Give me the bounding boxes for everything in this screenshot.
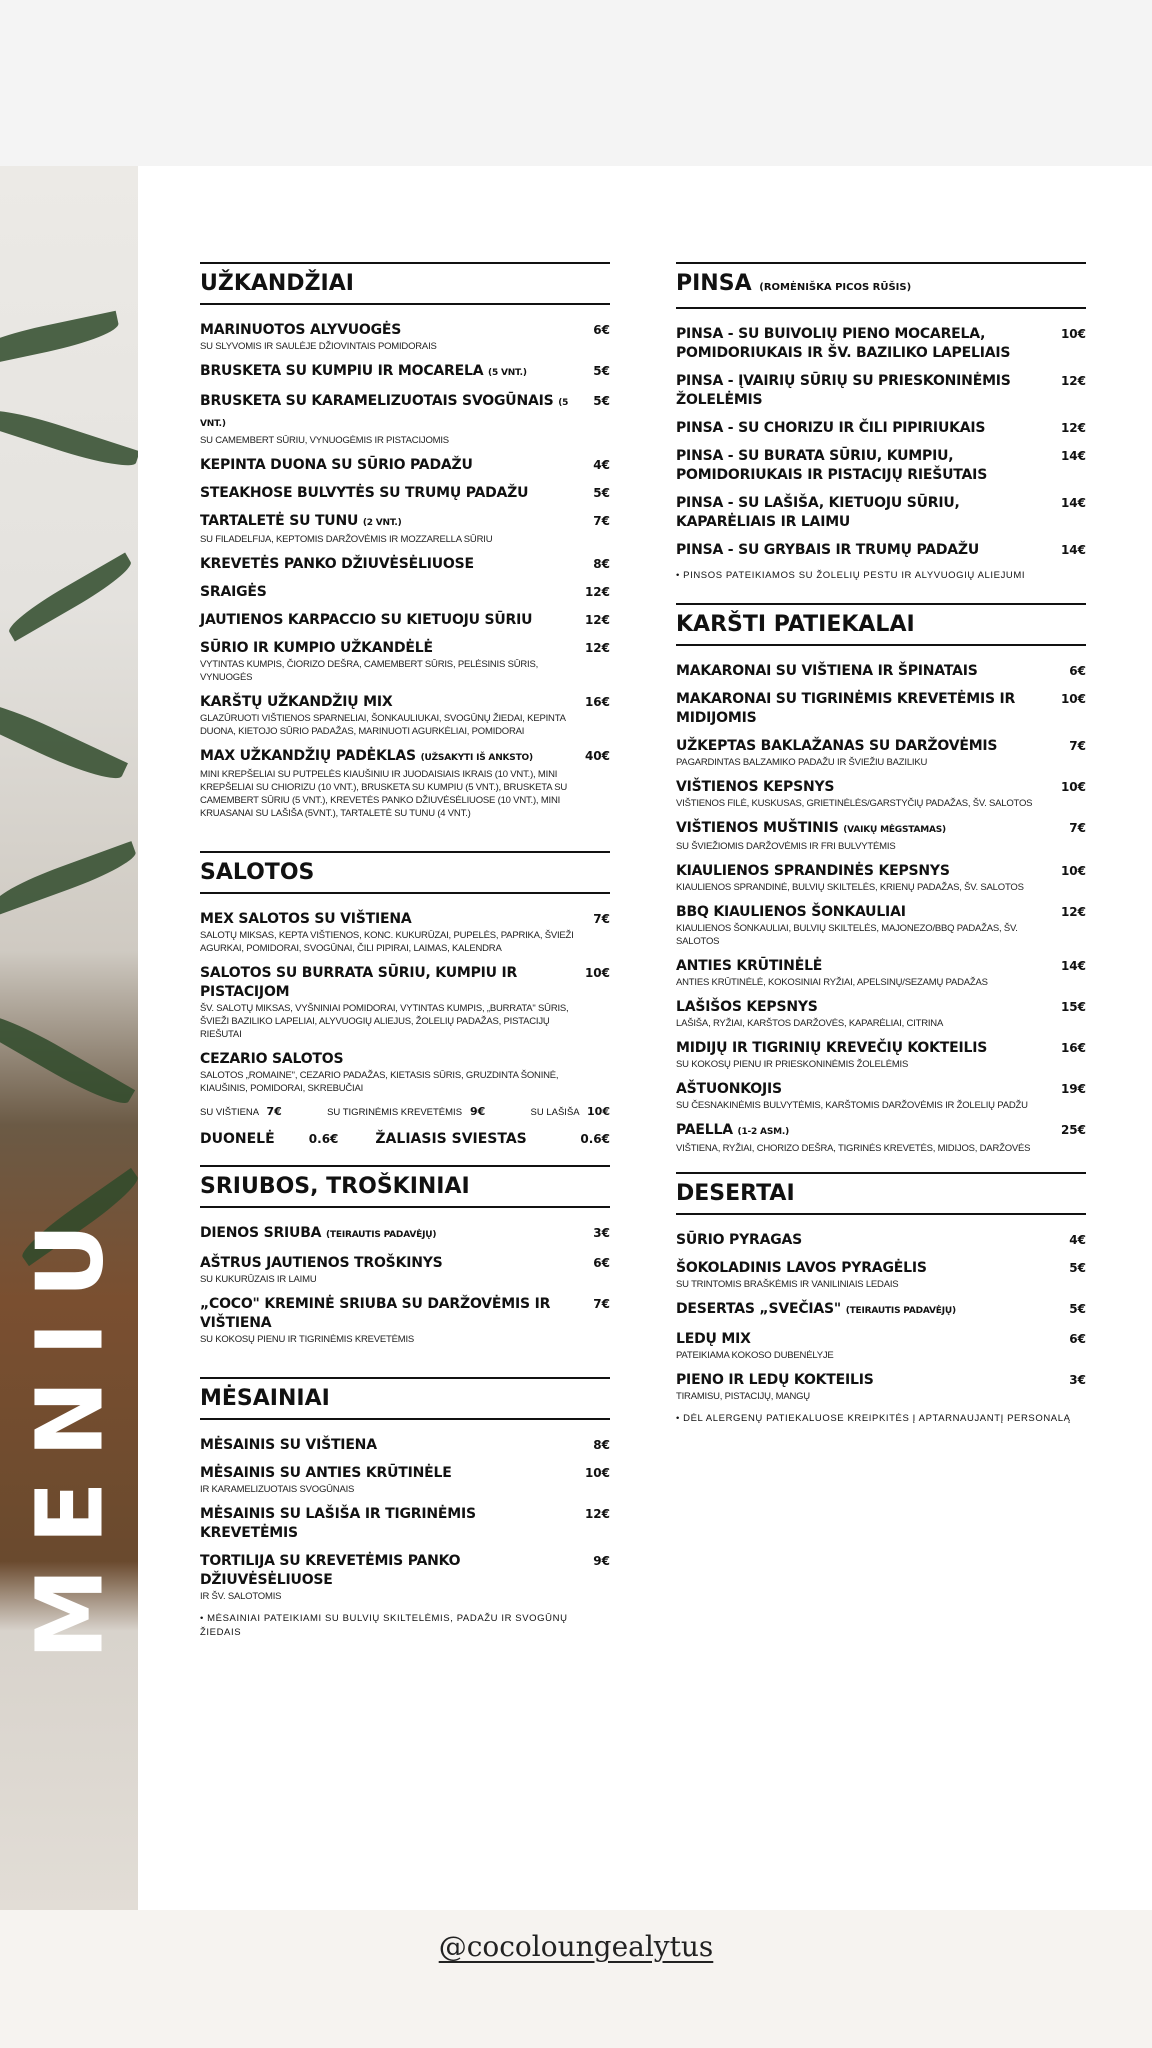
menu-item-title: PINSA - SU BUIVOLIŲ PIENO MOCARELA, POMIDORIUKAIS IR ŠV. BAZILIKO LAPELIAIS [676, 326, 1011, 361]
menu-item-name [200, 910, 576, 929]
menu-item-name [200, 1224, 576, 1245]
pinsa-subtitle: (ROMĖNIŠKA PICOS RŪŠIS) [759, 282, 912, 293]
menu-item-name [200, 1505, 576, 1543]
salad-variants [200, 1104, 610, 1121]
menu-item-title: TORTILIJA SU KREVETĖMIS PANKO DŽIUVĖSĖLIUOSE [200, 1553, 461, 1588]
menu-item-text [676, 737, 1052, 769]
menu-item-text [200, 1050, 576, 1095]
menu-item [676, 1330, 1086, 1362]
menu-item-title: BBQ KIAULIENOS ŠONKAULIAI [676, 904, 906, 920]
menu-item-description: PAGARDINTAS BALZAMIKO PADAŽU IR ŠVIEŽIU BAZILIKU [676, 757, 928, 768]
menu-item-price: 14€ [1060, 543, 1086, 557]
menu-item-name [676, 1300, 1052, 1321]
menu-item-title: KIAULIENOS SPRANDINĖS KEPSNYS [676, 863, 950, 879]
menu-item-note: (2 VNT.) [362, 518, 402, 528]
menu-item-price: 9€ [593, 1554, 610, 1568]
menu-item-name [676, 862, 1052, 881]
menu-item-name [676, 372, 1052, 410]
side-title: MENIU [16, 1199, 124, 1660]
menu-item-price: 8€ [593, 1438, 610, 1452]
menu-item-name [200, 321, 576, 340]
menu-item-name [200, 1464, 576, 1483]
menu-item-price: 7€ [593, 1297, 610, 1311]
menu-item-title: MĖSAINIS SU VIŠTIENA [200, 1437, 377, 1453]
menu-item-text [200, 583, 576, 602]
right-column [676, 262, 1086, 1426]
menu-item-name [676, 325, 1052, 363]
menu-item-text [676, 447, 1052, 485]
menu-item [676, 372, 1086, 410]
menu-item-note: (1-2 ASM.) [737, 1127, 789, 1137]
menu-item-description: KIAULIENOS SPRANDINĖ, BULVIŲ SKILTELĖS, KRIENŲ PADAŽAS, ŠV. SALOTOS [676, 882, 1024, 893]
menu-item-price: 10€ [1060, 327, 1086, 341]
menu-item-title: ŠOKOLADINIS LAVOS PYRAGĖLIS [676, 1260, 927, 1276]
menu-item-title: BRUSKETA SU KUMPIU IR MOCARELA [200, 363, 484, 379]
menu-item-text [200, 611, 576, 630]
menu-item-price: 16€ [584, 695, 610, 709]
menu-item-name [676, 1259, 1052, 1278]
menu-item-price: 7€ [593, 912, 610, 926]
menu-item-title: JAUTIENOS KARPACCIO SU KIETUOJU SŪRIU [200, 612, 533, 628]
menu-item [676, 862, 1086, 894]
menu-item [200, 693, 610, 738]
menu-item-title: DIENOS SRIUBA [200, 1225, 322, 1241]
menu-item-price: 7€ [593, 514, 610, 528]
menu-item-text [676, 957, 1052, 989]
menu-item-text [676, 1231, 1052, 1250]
menu-item-text [676, 862, 1052, 894]
menu-item [676, 419, 1086, 438]
instagram-handle-link[interactable]: @cocoloungealytus [438, 1930, 714, 1963]
menu-item-text [200, 1552, 576, 1603]
menu-item-title: SŪRIO IR KUMPIO UŽKANDĖLĖ [200, 640, 433, 656]
menu-item-name [200, 512, 576, 533]
menu-item-description: TIRAMISU, PISTACIJŲ, MANGŲ [676, 1391, 810, 1402]
menu-item-price: 14€ [1060, 449, 1086, 463]
menu-item-text [676, 662, 1052, 681]
menu-item-price: 14€ [1060, 959, 1086, 973]
variant-chicken: SU VIŠTIENA 7€ [200, 1105, 282, 1118]
menu-item [200, 1295, 610, 1346]
menu-item-text [200, 392, 576, 447]
menu-item-title: SALOTOS SU BURRATA SŪRIU, KUMPIU IR PISTACIJOM [200, 965, 518, 1000]
menu-item-text [200, 1505, 576, 1543]
menu-item-price: 15€ [1060, 1000, 1086, 1014]
menu-item-price: 25€ [1060, 1123, 1086, 1137]
menu-item-title: MAX UŽKANDŽIŲ PADĖKLAS [200, 748, 416, 764]
menu-item-price: 10€ [1060, 864, 1086, 878]
menu-item-price: 12€ [584, 613, 610, 627]
menu-item-title: MEX SALOTOS SU VIŠTIENA [200, 911, 412, 927]
menu-item-name [200, 583, 576, 602]
menu-item-title: PINSA - ĮVAIRIŲ SŪRIŲ SU PRIESKONINĖMIS ŽOLELĖMIS [676, 373, 1011, 408]
menu-item-text [676, 778, 1052, 810]
sriubos-list [200, 1224, 610, 1346]
menu-item-name [200, 1552, 576, 1590]
menu-item [676, 1259, 1086, 1291]
menu-item [200, 964, 610, 1041]
menu-item-title: MAKARONAI SU VIŠTIENA IR ŠPINATAIS [676, 663, 978, 679]
menu-item-description: ANTIES KRŪTINĖLĖ, KOKOSINIAI RYŽIAI, APELSINŲ/SEZAMŲ PADAŽAS [676, 977, 988, 988]
menu-item [200, 456, 610, 475]
menu-item-price: 4€ [1069, 1233, 1086, 1247]
decorative-photo [0, 166, 138, 1910]
menu-item-title: STEAKHOSE BULVYTĖS SU TRUMŲ PADAŽU [200, 485, 529, 501]
menu-item-description: SU CAMEMBERT SŪRIU, VYNUOGĖMIS IR PISTACIJOMIS [200, 435, 449, 446]
menu-item [676, 325, 1086, 363]
menu-item-description: SU KOKOSŲ PIENU IR TIGRINĖMIS KREVETĖMIS [200, 1334, 415, 1345]
menu-item [200, 1436, 610, 1455]
menu-item-title: CEZARIO SALOTOS [200, 1051, 344, 1067]
menu-item [676, 957, 1086, 989]
menu-item-description: IR ŠV. SALOTOMIS [200, 1591, 282, 1602]
menu-item-text [676, 325, 1052, 363]
menu-item-name [200, 555, 576, 574]
menu-item-description: PATEIKIAMA KOKOSO DUBENĖLYJE [676, 1350, 834, 1361]
menu-item [676, 778, 1086, 810]
burger-footnote: • MĖSAINIAI PATEIKIAMI SU BULVIŲ SKILTELĖMIS, PADAŽU IR SVOGŪNŲ ŽIEDAIS [200, 1613, 568, 1638]
menu-item-price: 6€ [1069, 664, 1086, 678]
menu-item-price: 6€ [593, 323, 610, 337]
menu-item-title: MAKARONAI SU TIGRINĖMIS KREVETĖMIS IR MIDIJOMIS [676, 691, 1016, 726]
menu-item [676, 1039, 1086, 1071]
menu-item-price: 12€ [1060, 421, 1086, 435]
menu-item-price: 12€ [584, 1507, 610, 1521]
menu-item [676, 1300, 1086, 1321]
menu-item-description: SU ČESNAKINĖMIS BULVYTĖMIS, KARŠTOMIS DARŽOVĖMIS IR ŽOLELIŲ PADŽU [676, 1100, 1028, 1111]
menu-item-price: 12€ [584, 641, 610, 655]
menu-item-name [200, 747, 576, 768]
menu-item-price: 10€ [584, 1466, 610, 1480]
menu-item-price: 10€ [1060, 692, 1086, 706]
variant-salmon: SU LAŠIŠA 10€ [530, 1105, 610, 1118]
section-title-mesainiai: MĖSAINIAI [200, 1377, 610, 1420]
menu-item-title: PINSA - SU BURATA SŪRIU, KUMPIU, POMIDORIUKAIS IR PISTACIJŲ RIEŠUTAIS [676, 448, 988, 483]
menu-item-description: ŠV. SALOTŲ MIKSAS, VYŠNINIAI POMIDORAI, VYTINTAS KUMPIS, „BURRATA" SŪRIS, ŠVIEŽI BAZILIKO LAPELIAI, ALYVUOGIŲ ALIEJUS, ŽOLELIŲ PADAŽAS, PISTACIJŲ RIEŠUTAI [200, 1003, 569, 1040]
menu-item-price: 40€ [584, 749, 610, 763]
menu-item-price: 7€ [1069, 821, 1086, 835]
menu-item-text [676, 998, 1052, 1030]
menu-item-note: (UŽSAKYTI IŠ ANKSTO) [420, 753, 533, 763]
left-column [200, 262, 610, 1640]
menu-item-name [676, 1121, 1052, 1142]
menu-item-name [676, 903, 1052, 922]
menu-item [676, 1371, 1086, 1403]
menu-item-text [200, 1224, 576, 1245]
menu-item [200, 512, 610, 546]
section-title-sriubos: SRIUBOS, TROŠKINIAI [200, 1165, 610, 1208]
menu-item-name [676, 662, 1052, 681]
menu-item-description: VIŠTIENA, RYŽIAI, CHORIZO DEŠRA, TIGRINĖS KREVETĖS, MIDIJOS, DARŽOVĖS [676, 1143, 1031, 1154]
menu-item-title: MĖSAINIS SU LAŠIŠA IR TIGRINĖMIS KREVETĖMIS [200, 1506, 476, 1541]
menu-item-name [676, 1231, 1052, 1250]
menu-item-title: MARINUOTOS ALYVUOGĖS [200, 322, 402, 338]
menu-item-note: (TEIRAUTIS PADAVĖJŲ) [326, 1230, 437, 1240]
menu-item-text [200, 321, 576, 353]
menu-item-price: 7€ [1069, 739, 1086, 753]
bread-row [200, 1129, 610, 1149]
menu-item-description: SALOTŲ MIKSAS, KEPTA VIŠTIENOS, KONC. KUKURŪZAI, PUPELĖS, PAPRIKA, ŠVIEŽI AGURKAI, POMIDORAI, SVOGŪNAI, ČILI PIPIRAI, LAIMAS, KALENDRA [200, 930, 574, 954]
menu-item-title: UŽKEPTAS BAKLAŽANAS SU DARŽOVĖMIS [676, 738, 998, 754]
menu-item-title: LEDŲ MIX [676, 1331, 751, 1347]
menu-item-text [676, 1371, 1052, 1403]
butter-item: ŽALIASIS SVIESTAS 0.6€ [375, 1131, 610, 1147]
menu-item-text [200, 484, 576, 503]
menu-item-name [200, 392, 576, 434]
menu-item-text [676, 1080, 1052, 1112]
salotos-list [200, 910, 610, 1095]
menu-item-price: 5€ [1069, 1302, 1086, 1316]
menu-item [200, 1464, 610, 1496]
menu-item-title: PINSA - SU CHORIZU IR ČILI PIPIRIUKAIS [676, 420, 986, 436]
menu-item-price: 19€ [1060, 1082, 1086, 1096]
menu-item-description: SU KUKURŪZAIS IR LAIMU [200, 1274, 317, 1285]
menu-item-title: KARŠTŲ UŽKANDŽIŲ MIX [200, 694, 393, 710]
menu-item-name [200, 484, 576, 503]
menu-item-name [200, 1254, 576, 1273]
menu-item [200, 1224, 610, 1245]
menu-item-title: MĖSAINIS SU ANTIES KRŪTINĖLE [200, 1465, 452, 1481]
menu-item-text [200, 910, 576, 955]
menu-item-text [200, 555, 576, 574]
uzkandziai-list [200, 321, 610, 820]
menu-item-price: 5€ [593, 486, 610, 500]
menu-item-note: (TEIRAUTIS PADAVĖJŲ) [845, 1306, 956, 1316]
menu-item [676, 541, 1086, 560]
menu-item-name [676, 957, 1052, 976]
menu-item-price: 4€ [593, 458, 610, 472]
menu-item [676, 998, 1086, 1030]
menu-item-text [676, 1039, 1052, 1071]
menu-item [676, 1231, 1086, 1250]
menu-item-description: SU TRINTOMIS BRAŠKĖMIS IR VANILINIAIS LEDAIS [676, 1279, 899, 1290]
menu-item-name [200, 362, 576, 383]
menu-item-price: 10€ [584, 966, 610, 980]
mesainiai-list [200, 1436, 610, 1603]
menu-item [200, 321, 610, 353]
menu-item-description: SALOTOS „ROMAINE", CEZARIO PADAŽAS, KIETASIS SŪRIS, GRUZDINTA ŠONINĖ, KIAUŠINIS, POMIDORAI, SKREBUČIAI [200, 1070, 559, 1094]
menu-item-text [200, 456, 576, 475]
menu-item-description: VYTINTAS KUMPIS, ČIORIZO DEŠRA, CAMEMBERT SŪRIS, PELĖSINIS SŪRIS, VYNUOGĖS [200, 659, 539, 683]
menu-item-name [676, 690, 1052, 728]
menu-item-text [676, 1330, 1052, 1362]
menu-item-note: (VAIKŲ MĖGSTAMAS) [843, 825, 946, 835]
menu-item-name [676, 1371, 1052, 1390]
menu-item [200, 611, 610, 630]
menu-item-name [676, 819, 1052, 840]
menu-item-title: VIŠTIENOS MUŠTINIS [676, 820, 839, 836]
menu-item-text [200, 1464, 576, 1496]
menu-item-name [676, 1080, 1052, 1099]
karsti-list [676, 662, 1086, 1155]
menu-item-title: PINSA - SU GRYBAIS IR TRUMŲ PADAŽU [676, 542, 980, 558]
pinsa-footnote: • PINSOS PATEIKIAMOS SU ŽOLELIŲ PESTU IR ALYVUOGIŲ ALIEJUMI [676, 570, 1026, 581]
menu-item-title: PINSA - SU LAŠIŠA, KIETUOJU SŪRIU, KAPARĖLIAIS IR LAIMU [676, 495, 960, 530]
menu-item [200, 484, 610, 503]
menu-item-name [200, 456, 576, 475]
menu-item-title: TARTALETĖ SU TUNU [200, 513, 359, 529]
menu-item-description: LAŠIŠA, RYŽIAI, KARŠTOS DARŽOVĖS, KAPARĖLIAI, CITRINA [676, 1018, 944, 1029]
menu-item-name [200, 693, 576, 712]
menu-item-title: BRUSKETA SU KARAMELIZUOTAIS SVOGŪNAIS [200, 393, 554, 409]
menu-item-price: 3€ [1069, 1373, 1086, 1387]
menu-item-name [676, 447, 1052, 485]
menu-item-price: 12€ [584, 585, 610, 599]
menu-item [200, 747, 610, 820]
menu-item-name [200, 964, 576, 1002]
menu-item-note: (5 VNT.) [488, 368, 527, 378]
menu-item-name [676, 737, 1052, 756]
menu-item-name [200, 611, 576, 630]
menu-item-name [676, 1330, 1052, 1349]
section-title-karsti: KARŠTI PATIEKALAI [676, 603, 1086, 646]
menu-item-text [676, 372, 1052, 410]
menu-item-text [200, 693, 576, 738]
menu-item-name [676, 419, 1052, 438]
menu-item-price: 14€ [1060, 496, 1086, 510]
menu-item-text [676, 903, 1052, 948]
menu-item [200, 1552, 610, 1603]
menu-item-title: SŪRIO PYRAGAS [676, 1232, 803, 1248]
section-title-desertai: DESERTAI [676, 1172, 1086, 1215]
menu-item-name [200, 1295, 576, 1333]
menu-item-text [676, 1300, 1052, 1321]
menu-item-title: PIENO IR LEDŲ KOKTEILIS [676, 1372, 874, 1388]
section-title-salotos: SALOTOS [200, 851, 610, 894]
menu-item-title: DESERTAS „SVEČIAS" [676, 1301, 842, 1317]
menu-item-price: 10€ [1060, 780, 1086, 794]
menu-item-text [200, 362, 576, 383]
menu-item-name [676, 1039, 1052, 1058]
menu-item-description: IR KARAMELIZUOTAIS SVOGŪNAIS [200, 1484, 355, 1495]
menu-item-text [200, 639, 576, 684]
menu-item-description: GLAZŪRUOTI VIŠTIENOS SPARNELIAI, ŠONKAULIUKAI, SVOGŪNŲ ŽIEDAI, KEPINTA DUONA, KIETOJO SŪRIO PADAŽAS, MARINUOTI AGURKĖLIAI, POMIDORAI [200, 713, 566, 737]
menu-item-price: 16€ [1060, 1041, 1086, 1055]
menu-item-description: KIAULIENOS ŠONKAULIAI, BULVIŲ SKILTELĖS, MAJONEZO/BBQ PADAŽAS, ŠV. SALOTOS [676, 923, 1018, 947]
menu-item [676, 819, 1086, 853]
menu-item-description: SU KOKOSŲ PIENU IR PRIESKONINĖMIS ŽOLELĖMIS [676, 1059, 909, 1070]
menu-item [200, 1254, 610, 1286]
menu-item [676, 1080, 1086, 1112]
menu-item-description: SU ŠVIEŽIOMIS DARŽOVĖMIS IR FRI BULVYTĖMIS [676, 841, 896, 852]
menu-item-name [676, 778, 1052, 797]
menu-item-text [200, 1254, 576, 1286]
menu-item-price: 5€ [593, 364, 610, 378]
menu-item-name [200, 639, 576, 658]
menu-item [200, 910, 610, 955]
menu-item [676, 447, 1086, 485]
menu-item-price: 12€ [1060, 374, 1086, 388]
menu-item [676, 494, 1086, 532]
menu-item-price: 5€ [1069, 1261, 1086, 1275]
menu-item [200, 555, 610, 574]
menu-item [200, 1050, 610, 1095]
menu-item-text [676, 541, 1052, 560]
menu-item-text [200, 747, 576, 820]
menu-item-text [676, 1121, 1052, 1155]
menu-item-text [676, 819, 1052, 853]
menu-item-name [676, 541, 1052, 560]
menu-item-title: VIŠTIENOS KEPSNYS [676, 779, 835, 795]
menu-item-price: 3€ [593, 1226, 610, 1240]
menu-item-text [676, 690, 1052, 728]
menu-item [200, 392, 610, 447]
pinsa-list [676, 325, 1086, 560]
menu-item-price: 5€ [593, 394, 610, 408]
menu-item [200, 362, 610, 383]
variant-shrimp: SU TIGRINĖMIS KREVETĖMIS 9€ [327, 1105, 486, 1118]
menu-item-name [676, 998, 1052, 1017]
menu-item-name [200, 1436, 576, 1455]
menu-item-text [200, 1436, 576, 1455]
menu-item-price: 12€ [1060, 905, 1086, 919]
section-title-pinsa [676, 262, 1086, 309]
menu-item [200, 583, 610, 602]
menu-item [676, 662, 1086, 681]
top-band [0, 0, 1152, 166]
menu-item-text [676, 419, 1052, 438]
menu-item-title: ANTIES KRŪTINĖLĖ [676, 958, 823, 974]
menu-item-price: 6€ [593, 1256, 610, 1270]
allergen-footnote: • DĖL ALERGENŲ PATIEKALUOSE KREIPKITĖS Į APTARNAUJANTĮ PERSONALĄ [676, 1413, 1071, 1424]
pinsa-title: PINSA [676, 271, 752, 296]
menu-item [200, 639, 610, 684]
menu-item [676, 903, 1086, 948]
menu-item-title: AŠTUONKOJIS [676, 1081, 782, 1097]
menu-item-title: LAŠIŠOS KEPSNYS [676, 999, 818, 1015]
menu-item-text [200, 964, 576, 1041]
menu-item [676, 690, 1086, 728]
menu-item-title: PAELLA [676, 1122, 733, 1138]
menu-item-text [676, 494, 1052, 532]
menu-item-name [676, 494, 1052, 532]
menu-item-text [676, 1259, 1052, 1291]
desertai-list [676, 1231, 1086, 1403]
menu-item-description: MINI KREPŠELIAI SU PUTPELĖS KIAUŠINIU IR JUODAISIAIS IKRAIS (10 VNT.), MINI KREPŠELIAI SU CHIORIZU (10 VNT.), BRUSKETA SU KUMPIU (5 VNT.), BRUSKETA SU CAMEMBERT SŪRIU (5 VNT.), KREVETĖS PANKO DŽIUVĖSĖLIUOSE (10 VNT.), MINI KRUASANAI SU LAŠIŠA (5VNT.), TARTALETĖ SU TUNU (4 VNT.) [200, 769, 568, 819]
menu-item-title: „COCO" KREMINĖ SRIUBA SU DARŽOVĖMIS IR VIŠTIENA [200, 1296, 551, 1331]
menu-item-description: SU SLYVOMIS IR SAULĖJE DŽIOVINTAIS POMIDORAIS [200, 341, 437, 352]
menu-item-title: AŠTRUS JAUTIENOS TROŠKINYS [200, 1255, 443, 1271]
menu-item-description: SU FILADELFIJA, KEPTOMIS DARŽOVĖMIS IR MOZZARELLA SŪRIU [200, 534, 493, 545]
menu-item-name [200, 1050, 576, 1069]
menu-item-price: 8€ [593, 557, 610, 571]
menu-item [676, 1121, 1086, 1155]
menu-item-text [200, 512, 576, 546]
menu-item-title: MIDIJŲ IR TIGRINIŲ KREVEČIŲ KOKTEILIS [676, 1040, 988, 1056]
section-title-uzkandziai: UŽKANDŽIAI [200, 262, 610, 305]
bread-item: DUONELĖ 0.6€ [200, 1131, 339, 1147]
menu-item [676, 737, 1086, 769]
menu-item [200, 1505, 610, 1543]
menu-item-price: 6€ [1069, 1332, 1086, 1346]
menu-item-description: VIŠTIENOS FILĖ, KUSKUSAS, GRIETINĖLĖS/GARSTYČIŲ PADAŽAS, ŠV. SALOTOS [676, 798, 1033, 809]
menu-item-text [200, 1295, 576, 1346]
menu-item-title: KREVETĖS PANKO DŽIUVĖSĖLIUOSE [200, 556, 474, 572]
menu-item-title: SRAIGĖS [200, 584, 267, 600]
menu-item-note: (5 VNT.) [200, 398, 569, 429]
menu-item-title: KEPINTA DUONA SU SŪRIO PADAŽU [200, 457, 473, 473]
